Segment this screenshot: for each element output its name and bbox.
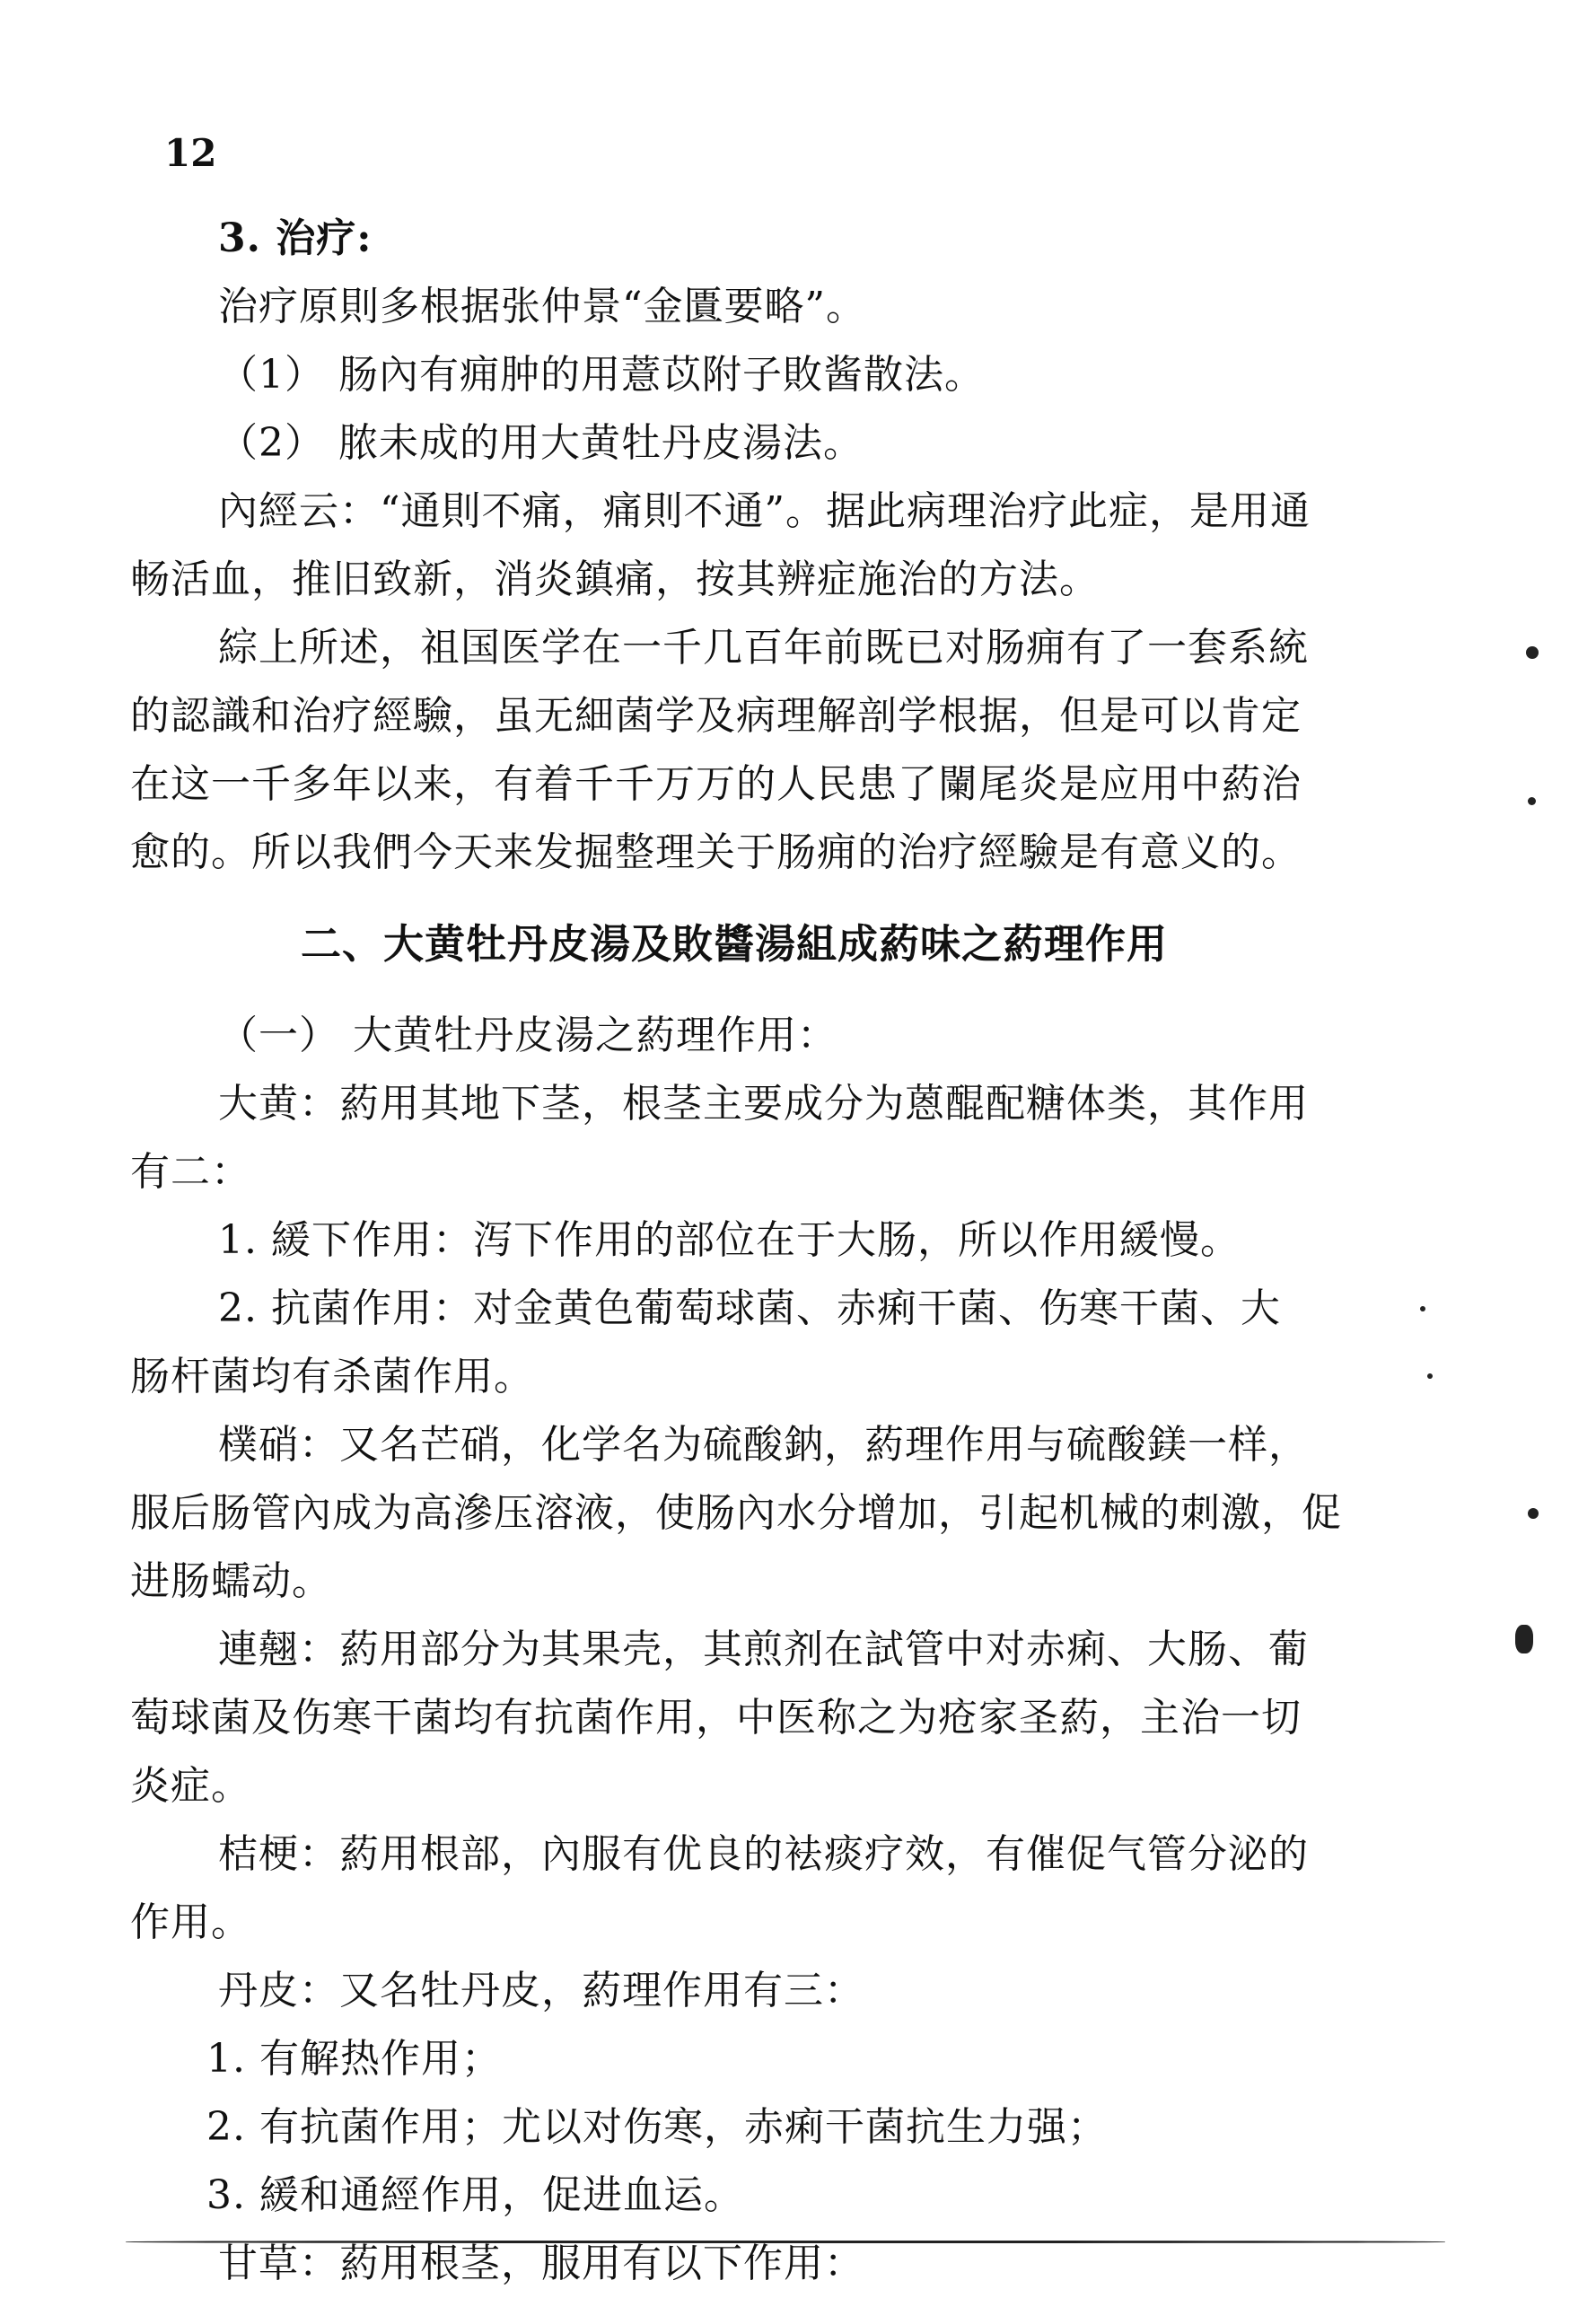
page-body: [130, 205, 1369, 2298]
treatment-item-1: （1） 肠內有痈肿的用薏苡附子敗酱散法。: [218, 352, 985, 398]
neijing-paragraph-line: 內經云：“通則不痛，痛則不通”。据此病理治疗此症，是用通: [218, 488, 1311, 534]
puxiao-line: 服后肠管內成为高滲压溶液，使肠內水分增加，引起机械的刺激，促: [130, 1490, 1342, 1536]
summary-paragraph-line: 的認識和治疗經驗，虽无細菌学及病理解剖学根据，但是可以肯定: [130, 693, 1302, 739]
ink-speck: [1420, 1306, 1425, 1311]
ink-speck: [1427, 1373, 1433, 1379]
treatment-item-2: （2） 脓未成的用大黄牡丹皮湯法。: [218, 420, 864, 466]
puxiao-line: 进肠蠕动。: [130, 1558, 332, 1604]
section-3-title: 3. 治疗:: [218, 215, 373, 261]
ink-speck: [1528, 1508, 1539, 1519]
page-number: 12: [164, 131, 217, 175]
danpi-item-1: 1. 有解热作用；: [206, 2036, 502, 2082]
summary-paragraph-line: 綜上所述，祖国医学在一千几百年前既已对肠痈有了一套系統: [218, 625, 1309, 671]
lianqiao-line: 連翹：葯用部分为其果壳，其煎剂在試管中对赤痢、大肠、葡: [218, 1627, 1309, 1672]
ink-speck: [1528, 797, 1536, 805]
danpi-item-2: 2. 有抗菌作用；尤以对伤寒，赤痢干菌抗生力强；: [206, 2104, 1108, 2150]
dahuang-item-2-continued: 肠杆菌均有杀菌作用。: [130, 1354, 534, 1399]
section-heading: 二、大黄牡丹皮湯及敗醬湯組成葯味之葯理作用: [301, 920, 1169, 968]
lianqiao-line: 炎症。: [130, 1763, 251, 1809]
treatment-principle-line: 治疗原則多根据张仲景“金匱要略”。: [218, 284, 866, 329]
subheading: （一） 大黄牡丹皮湯之葯理作用：: [218, 1013, 837, 1058]
jiegeng-line: 作用。: [130, 1899, 251, 1945]
dahuang-line: 大黄：葯用其地下茎，根茎主要成分为蒽醌配糖体类，其作用: [218, 1081, 1309, 1127]
danpi-intro: 丹皮：又名牡丹皮，葯理作用有三：: [218, 1968, 864, 2013]
danpi-item-3: 3. 緩和通經作用，促进血运。: [206, 2172, 744, 2218]
neijing-paragraph-line: 畅活血，推旧致新，消炎鎮痛，按其辨症施治的方法。: [130, 557, 1100, 602]
lianqiao-line: 萄球菌及伤寒干菌均有抗菌作用，中医称之为疮家圣葯，主治一切: [130, 1695, 1302, 1741]
bottom-rule: [126, 2241, 1445, 2243]
summary-paragraph-line: 在这一千多年以来，有着千千万万的人民患了闌尾炎是应用中葯治: [130, 761, 1302, 807]
ink-speck: [1526, 646, 1539, 659]
summary-paragraph-line: 愈的。所以我們今天来发掘整理关于肠痈的治疗經驗是有意义的。: [130, 829, 1302, 875]
jiegeng-line: 桔梗：葯用根部，內服有优良的袪痰疗效，有催促气管分泌的: [218, 1831, 1309, 1877]
dahuang-item-2: 2. 抗菌作用：对金黄色葡萄球菌、赤痢干菌、伤寒干菌、大: [218, 1285, 1281, 1331]
gancao-line: 甘草：葯用根茎，服用有以下作用：: [218, 2241, 864, 2286]
puxiao-line: 樸硝：又名芒硝，化学名为硫酸鈉，葯理作用与硫酸鎂一样，: [218, 1422, 1309, 1468]
ink-speck: [1515, 1625, 1533, 1653]
dahuang-line: 有二：: [130, 1149, 251, 1195]
dahuang-item-1: 1. 緩下作用：泻下作用的部位在于大肠，所以作用緩慢。: [218, 1217, 1241, 1263]
